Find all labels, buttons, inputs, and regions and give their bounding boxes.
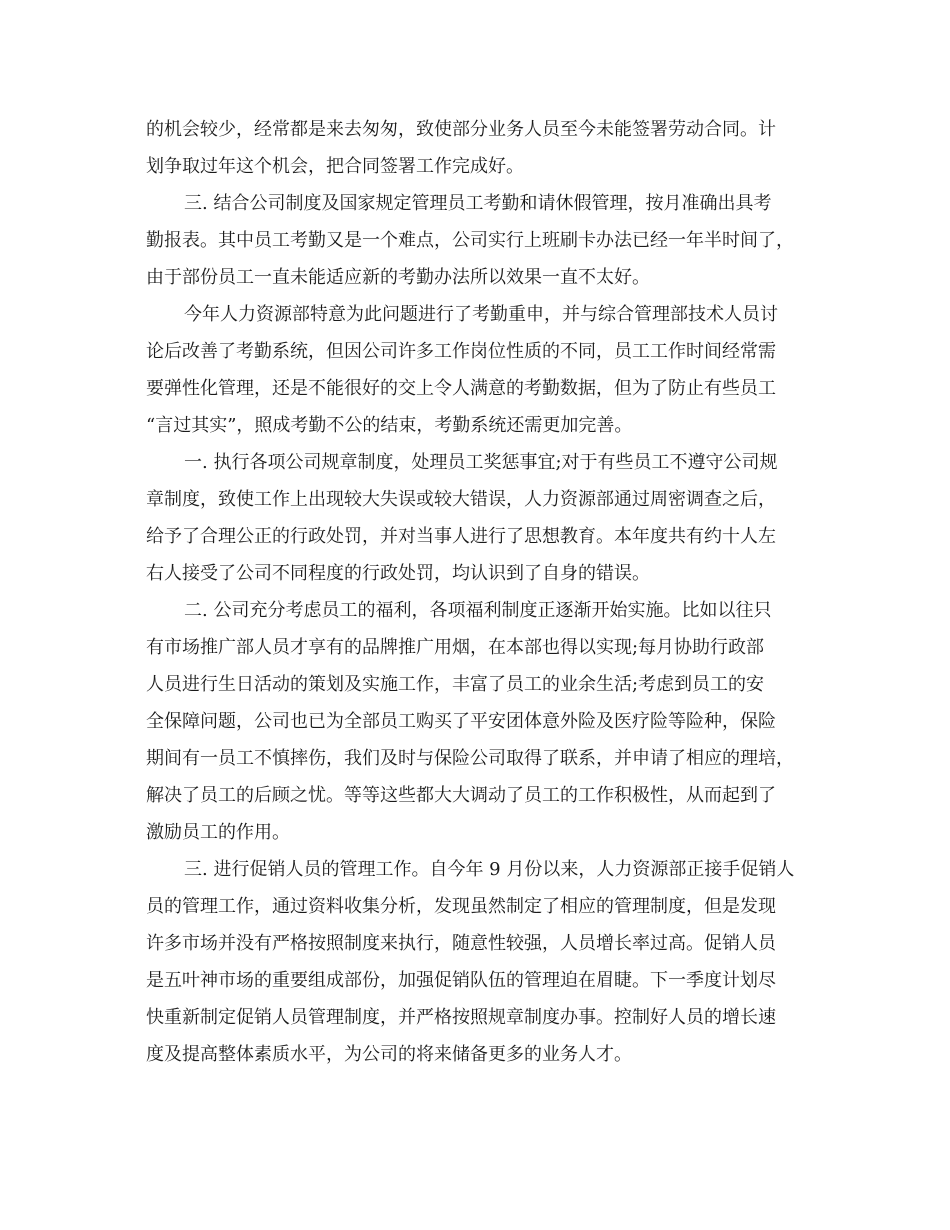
text-line: 快重新制定促销人员管理制度，并严格按照规章制度办事。控制好人员的增长速 <box>146 1007 776 1028</box>
text-line: 人员进行生日活动的策划及实施工作，丰富了员工的业余生活;考虑到员工的安 <box>146 674 765 695</box>
paragraph-start-line: 三. 进行促销人员的管理工作。自今年 9 月份以来，人力资源部正接手促销人 <box>184 859 795 880</box>
text-line: “言过其实”，照成考勤不公的结束，考勤系统还需更加完善。 <box>146 415 633 436</box>
text-line: 员的管理工作，通过资料收集分析，发现虽然制定了相应的管理制度，但是发现 <box>146 896 776 917</box>
text-line: 勤报表。其中员工考勤又是一个难点，公司实行上班刷卡办法已经一年半时间了， <box>146 230 794 251</box>
text-line: 期间有一员工不慎摔伤，我们及时与保险公司取得了联系，并申请了相应的理培， <box>146 748 794 769</box>
text-line: 章制度，致使工作上出现较大失误或较大错误，人力资源部通过周密调查之后， <box>146 489 776 510</box>
text-line: 度及提高整体素质水平，为公司的将来储备更多的业务人才。 <box>146 1044 632 1065</box>
text-line: 论后改善了考勤系统，但因公司许多工作岗位性质的不同，员工工作时间经常需 <box>146 341 776 362</box>
text-line: 许多市场并没有严格按照制度来执行，随意性较强，人员增长率过高。促销人员 <box>146 933 776 954</box>
text-line: 全保障问题，公司也已为全部员工购买了平安团体意外险及医疗险等险种，保险 <box>146 711 776 732</box>
text-line: 由于部份员工一直未能适应新的考勤办法所以效果一直不太好。 <box>146 267 650 288</box>
text-line: 的机会较少，经常都是来去匆匆，致使部分业务人员至今未能签署劳动合同。计 <box>146 119 776 140</box>
text-line: 解决了员工的后顾之忧。等等这些都大大调动了员工的工作积极性，从而起到了 <box>146 785 776 806</box>
paragraph-start-line: 三. 结合公司制度及国家规定管理员工考勤和请休假管理，按月准确出具考 <box>184 193 772 214</box>
text-line: 是五叶神市场的重要组成部份，加强促销队伍的管理迫在眉睫。下一季度计划尽 <box>146 970 776 991</box>
paragraph-start-line: 二. 公司充分考虑员工的福利，各项福利制度正逐渐开始实施。比如以往只 <box>184 600 772 621</box>
text-line: 有市场推广部人员才享有的品牌推广用烟，在本部也得以实现;每月协助行政部 <box>146 637 765 658</box>
text-line: 右人接受了公司不同程度的行政处罚，均认识到了自身的错误。 <box>146 563 650 584</box>
text-line: 激励员工的作用。 <box>146 822 290 843</box>
text-line: 给予了合理公正的行政处罚，并对当事人进行了思想教育。本年度共有约十人左 <box>146 526 776 547</box>
text-line: 要弹性化管理，还是不能很好的交上令人满意的考勤数据，但为了防止有些员工 <box>146 378 776 399</box>
text-line: 划争取过年这个机会，把合同签署工作完成好。 <box>146 156 524 177</box>
paragraph-start-line: 今年人力资源部特意为此问题进行了考勤重申，并与综合管理部技术人员讨 <box>184 304 778 325</box>
paragraph-start-line: 一. 执行各项公司规章制度，处理员工奖惩事宜;对于有些员工不遵守公司规 <box>184 452 778 473</box>
